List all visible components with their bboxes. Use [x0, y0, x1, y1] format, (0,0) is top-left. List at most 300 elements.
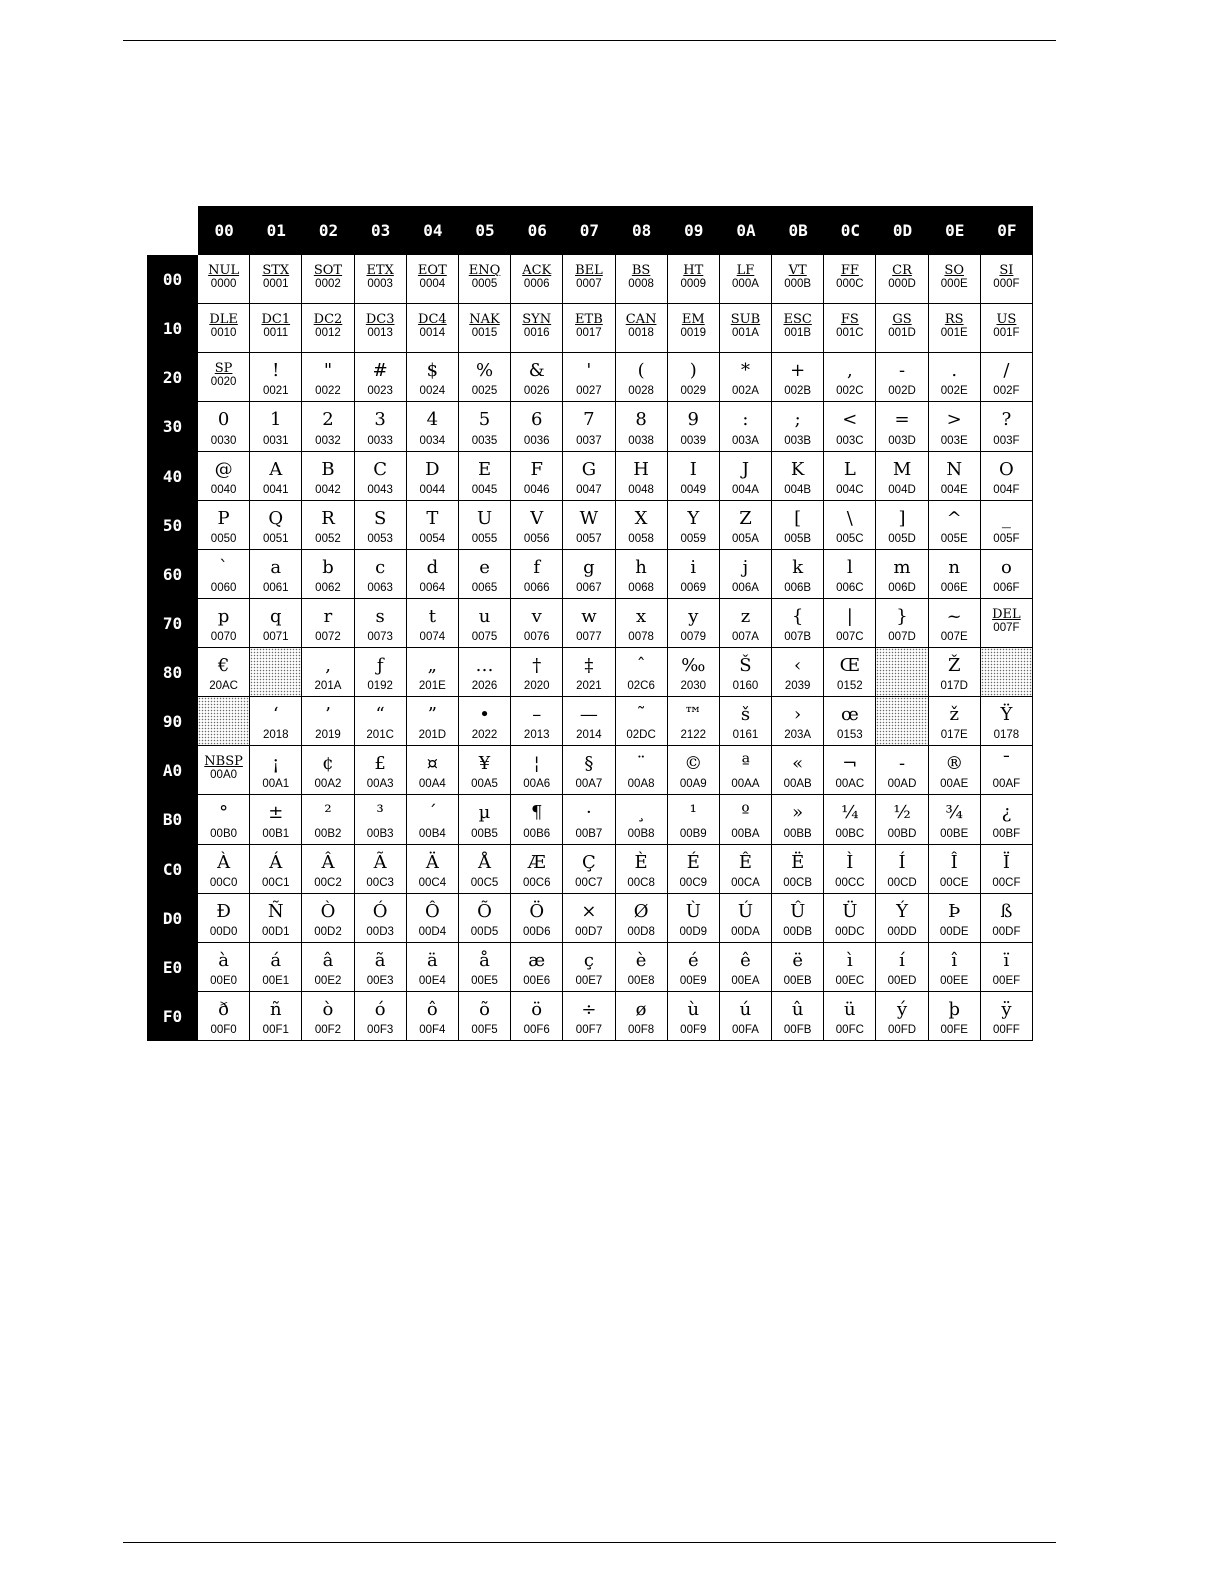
character-glyph: ÷	[581, 998, 597, 1020]
control-code-name: DLE	[209, 312, 238, 328]
character-glyph: U	[476, 507, 493, 529]
unicode-codepoint: 0161	[732, 729, 759, 742]
character-glyph: Ä	[425, 851, 439, 873]
unicode-codepoint: 0160	[732, 680, 759, 693]
character-glyph: ×	[581, 900, 597, 922]
character-glyph: Ù	[685, 900, 701, 922]
character-glyph: £	[374, 753, 386, 775]
code-cell	[929, 255, 981, 304]
code-cell	[981, 845, 1033, 894]
unicode-codepoint: 00F2	[314, 1024, 342, 1036]
row-header-e0: E0	[162, 957, 183, 977]
code-cell	[511, 255, 563, 304]
unicode-codepoint: 00E1	[262, 974, 290, 987]
character-glyph: š	[740, 704, 751, 726]
character-glyph: .	[951, 360, 958, 382]
code-cell	[616, 550, 668, 599]
unicode-codepoint: 0029	[680, 385, 707, 398]
unicode-codepoint: 00B3	[366, 827, 394, 840]
character-glyph: ý	[896, 998, 908, 1020]
code-cell	[772, 402, 824, 451]
character-glyph: ¶	[530, 802, 543, 824]
character-glyph: H	[633, 458, 649, 480]
unicode-codepoint: 00F3	[367, 1024, 394, 1036]
character-glyph: !	[272, 360, 280, 382]
row-header-50: 50	[162, 515, 183, 535]
unicode-codepoint: 00DF	[992, 925, 1021, 938]
control-code-name: NUL	[208, 263, 240, 278]
code-cell	[407, 402, 459, 451]
unicode-codepoint: 0011	[263, 327, 289, 340]
unicode-codepoint: 0003	[367, 278, 393, 291]
code-cell	[563, 304, 615, 353]
character-glyph: c	[375, 556, 386, 578]
unicode-codepoint: 00F1	[262, 1024, 289, 1036]
code-cell	[824, 501, 876, 550]
character-glyph: °	[219, 802, 229, 824]
code-cell	[459, 402, 511, 451]
character-glyph: ¢	[322, 753, 334, 775]
code-cell	[563, 402, 615, 451]
character-glyph: Â	[321, 851, 335, 873]
code-cell	[563, 550, 615, 599]
code-cell	[929, 746, 981, 795]
code-cell	[250, 943, 302, 992]
unicode-codepoint: 0041	[262, 483, 289, 496]
unicode-codepoint: 00B1	[262, 827, 290, 840]
unicode-codepoint: 0004	[419, 278, 446, 291]
character-glyph: =	[894, 409, 910, 431]
unicode-codepoint: 0055	[471, 532, 498, 545]
character-glyph: Ó	[372, 900, 388, 922]
code-cell	[616, 255, 668, 304]
control-code-name: DEL	[992, 606, 1021, 622]
character-glyph: '	[586, 360, 592, 382]
character-glyph: 5	[478, 409, 491, 431]
unicode-codepoint: 006C	[836, 581, 864, 594]
row-header-70: 70	[162, 613, 183, 633]
unicode-codepoint: 00A5	[471, 778, 498, 791]
unicode-codepoint: 203A	[784, 729, 812, 742]
code-cell	[981, 550, 1033, 599]
character-glyph: ~	[946, 605, 962, 627]
character-glyph: Ÿ	[1000, 704, 1013, 726]
unicode-codepoint: 004E	[940, 483, 968, 496]
code-cell	[772, 992, 824, 1041]
character-glyph: Œ	[839, 655, 861, 676]
unicode-codepoint: 0005	[471, 278, 498, 291]
unicode-codepoint: 007F	[993, 622, 1020, 634]
code-cell	[772, 697, 824, 746]
unicode-codepoint: 0042	[315, 483, 341, 496]
code-cell	[250, 697, 302, 746]
unicode-codepoint: 00CD	[887, 876, 917, 889]
character-glyph: Á	[269, 851, 283, 873]
character-glyph: &	[528, 360, 545, 382]
character-glyph: X	[634, 507, 648, 529]
character-glyph: ³	[376, 802, 384, 824]
code-cell	[668, 402, 720, 451]
character-glyph: %	[475, 360, 494, 382]
unicode-codepoint: 001C	[836, 327, 864, 340]
code-cell	[720, 648, 772, 697]
code-cell	[668, 894, 720, 943]
unicode-codepoint: 00C6	[522, 876, 551, 889]
unicode-codepoint: 004F	[993, 483, 1020, 496]
character-glyph: ¿	[1001, 802, 1012, 824]
character-glyph: ƒ	[376, 655, 384, 676]
unicode-codepoint: 0048	[628, 483, 654, 496]
unicode-codepoint: 00CF	[992, 876, 1021, 889]
code-cell	[407, 746, 459, 795]
code-cell	[302, 845, 354, 894]
code-cell	[929, 943, 981, 992]
code-cell	[302, 746, 354, 795]
unicode-codepoint: 0024	[419, 385, 446, 398]
character-glyph: Ú	[737, 900, 754, 922]
code-cell	[981, 943, 1033, 992]
character-glyph: 9	[687, 409, 699, 431]
unicode-codepoint: 0067	[576, 581, 602, 594]
unicode-codepoint: 00FA	[732, 1024, 759, 1036]
code-cell	[824, 992, 876, 1041]
code-cell	[302, 353, 354, 402]
unicode-codepoint: 00FC	[835, 1024, 864, 1036]
code-cell	[929, 697, 981, 746]
code-cell	[355, 845, 407, 894]
unicode-codepoint: 00DE	[939, 925, 969, 938]
code-cell	[772, 894, 824, 943]
code-cell	[772, 353, 824, 402]
unicode-codepoint: 0062	[315, 581, 341, 594]
unicode-codepoint: 201D	[418, 729, 447, 742]
code-cell	[772, 550, 824, 599]
code-cell	[876, 599, 928, 648]
column-header-09: 09	[684, 221, 704, 240]
character-glyph: y	[688, 605, 699, 627]
code-cell	[981, 255, 1033, 304]
undefined-code-cell	[876, 648, 928, 697]
code-cell	[407, 255, 459, 304]
character-glyph: ‡	[584, 655, 594, 676]
unicode-codepoint: 00D7	[575, 925, 603, 938]
control-code-name: ETB	[575, 312, 603, 328]
unicode-codepoint: 017E	[940, 729, 968, 742]
column-header-0a: 0A	[736, 221, 756, 240]
code-cell	[459, 501, 511, 550]
code-cell	[616, 452, 668, 501]
character-glyph: À	[217, 851, 231, 873]
character-glyph: “	[375, 704, 385, 726]
code-cell	[616, 402, 668, 451]
code-cell	[563, 992, 615, 1041]
unicode-codepoint: 0069	[680, 581, 707, 594]
unicode-codepoint: 00A7	[575, 778, 603, 791]
unicode-codepoint: 007C	[836, 631, 864, 643]
code-cell	[198, 402, 250, 451]
code-cell	[668, 746, 720, 795]
unicode-codepoint: 0012	[315, 327, 341, 340]
unicode-codepoint: 0059	[680, 532, 707, 545]
code-cell	[616, 894, 668, 943]
code-cell	[459, 550, 511, 599]
unicode-codepoint: 00F8	[627, 1024, 655, 1036]
unicode-codepoint: 00F6	[523, 1024, 550, 1036]
code-cell	[511, 795, 563, 844]
character-glyph: [	[794, 507, 802, 529]
control-code-name: NAK	[469, 312, 500, 328]
header-rule	[123, 40, 1056, 41]
character-glyph: *	[740, 360, 750, 382]
character-glyph: Ë	[791, 851, 805, 873]
control-code-name: CR	[892, 263, 912, 278]
character-glyph: ©	[684, 753, 703, 775]
code-cell	[772, 452, 824, 501]
code-cell	[720, 402, 772, 451]
character-glyph: Û	[790, 900, 806, 922]
control-code-name: SOT	[313, 263, 343, 278]
unicode-codepoint: 006F	[993, 581, 1020, 594]
code-cell	[355, 894, 407, 943]
code-cell	[511, 402, 563, 451]
character-glyph: -	[898, 360, 906, 382]
code-cell	[355, 697, 407, 746]
unicode-codepoint: 0032	[315, 434, 341, 447]
character-glyph: $	[426, 360, 439, 382]
control-code-name: BS	[631, 263, 651, 278]
column-header-0d: 0D	[892, 221, 913, 240]
unicode-codepoint: 00C8	[627, 876, 655, 889]
unicode-codepoint: 00F9	[680, 1024, 707, 1036]
code-cell	[876, 746, 928, 795]
column-header-08: 08	[631, 221, 652, 240]
unicode-codepoint: 0001	[262, 278, 289, 291]
code-cell	[459, 845, 511, 894]
character-glyph: g	[583, 556, 595, 578]
unicode-codepoint: 0178	[993, 729, 1020, 742]
code-cell	[668, 550, 720, 599]
unicode-codepoint: 0010	[210, 327, 237, 340]
column-header-bar	[198, 206, 1033, 255]
character-glyph: Ñ	[267, 900, 284, 922]
code-cell	[616, 746, 668, 795]
code-cell	[250, 795, 302, 844]
unicode-codepoint: 00EC	[835, 974, 865, 987]
unicode-codepoint: 00D6	[522, 925, 551, 938]
code-cell	[250, 255, 302, 304]
code-cell	[250, 894, 302, 943]
row-header-60: 60	[162, 564, 183, 584]
column-header-06: 06	[527, 221, 547, 240]
unicode-codepoint: 00BD	[887, 827, 917, 840]
code-cell	[720, 894, 772, 943]
unicode-codepoint: 00FE	[940, 1024, 968, 1036]
character-glyph: 6	[530, 409, 543, 431]
unicode-codepoint: 002B	[784, 385, 812, 398]
character-glyph: 8	[635, 409, 647, 431]
code-cell	[616, 353, 668, 402]
code-cell	[355, 550, 407, 599]
unicode-codepoint: 0064	[419, 581, 446, 594]
unicode-codepoint: 0015	[471, 327, 498, 340]
code-cell	[876, 992, 928, 1041]
unicode-codepoint: 00C7	[575, 876, 603, 889]
character-glyph: È	[634, 851, 648, 873]
code-cell	[355, 648, 407, 697]
code-cell	[563, 648, 615, 697]
character-glyph: ¸	[636, 802, 646, 824]
character-glyph: Í	[898, 851, 906, 873]
code-cell	[302, 943, 354, 992]
unicode-codepoint: 0013	[367, 327, 393, 340]
column-header-0f: 0F	[997, 221, 1017, 240]
control-code-name: FS	[840, 312, 859, 328]
character-glyph: Ü	[842, 900, 858, 922]
code-cell	[929, 353, 981, 402]
character-glyph: N	[946, 458, 963, 480]
code-cell	[720, 943, 772, 992]
unicode-codepoint: 002C	[836, 385, 864, 398]
character-glyph: i	[690, 556, 697, 578]
unicode-codepoint: 00C1	[262, 876, 290, 889]
row-header-b0: B0	[162, 810, 183, 830]
code-cell	[355, 795, 407, 844]
code-cell	[616, 648, 668, 697]
control-code-name: HT	[683, 263, 704, 278]
character-glyph: ‘	[272, 704, 279, 726]
code-cell	[981, 992, 1033, 1041]
unicode-codepoint: 00D8	[627, 925, 655, 938]
code-cell	[250, 599, 302, 648]
unicode-codepoint: 00BF	[992, 827, 1021, 840]
code-cell	[407, 845, 459, 894]
unicode-codepoint: 00B0	[210, 827, 238, 840]
code-cell	[929, 648, 981, 697]
code-cell	[198, 353, 250, 402]
character-glyph: A	[269, 458, 283, 480]
character-glyph: É	[686, 851, 700, 873]
code-cell	[511, 943, 563, 992]
code-cell	[511, 992, 563, 1041]
unicode-codepoint: 00A4	[418, 778, 446, 791]
code-cell	[511, 599, 563, 648]
character-glyph: ¬	[842, 753, 858, 775]
code-cell	[302, 501, 354, 550]
unicode-codepoint: 00DA	[731, 925, 760, 938]
unicode-codepoint: 0050	[210, 532, 237, 545]
character-glyph: ø	[635, 998, 647, 1020]
unicode-codepoint: 000C	[836, 278, 864, 291]
unicode-codepoint: 0053	[367, 532, 393, 545]
code-cell	[355, 943, 407, 992]
character-glyph: à	[218, 949, 229, 971]
character-glyph: n	[948, 556, 961, 578]
code-cell	[876, 550, 928, 599]
row-header-c0: C0	[162, 859, 183, 879]
unicode-codepoint: 00B9	[679, 827, 707, 840]
character-glyph: ›	[794, 704, 802, 726]
code-cell	[355, 402, 407, 451]
character-glyph: 7	[583, 409, 595, 431]
code-cell	[511, 501, 563, 550]
code-cell	[929, 599, 981, 648]
unicode-codepoint: 00F5	[471, 1024, 498, 1036]
unicode-codepoint: 2022	[471, 729, 498, 742]
character-glyph: J	[741, 458, 750, 480]
character-glyph: 1	[270, 409, 282, 431]
character-glyph: e	[479, 556, 490, 578]
unicode-codepoint: 02DC	[626, 729, 656, 742]
character-glyph: …	[475, 655, 494, 676]
character-glyph: ½	[893, 802, 911, 824]
control-code-name: ACK	[522, 263, 552, 278]
unicode-codepoint: 00FD	[887, 1024, 917, 1036]
code-cell	[668, 845, 720, 894]
character-glyph: s	[375, 605, 385, 627]
code-cell	[459, 353, 511, 402]
character-glyph: Ç	[582, 851, 596, 873]
unicode-codepoint: 0078	[628, 631, 654, 643]
unicode-codepoint: 003B	[784, 434, 812, 447]
unicode-codepoint: 00AD	[887, 778, 917, 791]
unicode-codepoint: 201C	[366, 729, 394, 742]
code-cell	[876, 452, 928, 501]
unicode-codepoint: 00E3	[366, 974, 394, 987]
code-cell	[198, 648, 250, 697]
character-glyph: ä	[426, 949, 438, 971]
character-glyph: R	[321, 507, 335, 529]
code-cell	[668, 697, 720, 746]
code-cell	[250, 501, 302, 550]
control-code-name: GS	[892, 312, 912, 328]
code-cell	[876, 353, 928, 402]
character-glyph: x	[636, 605, 647, 627]
character-glyph: ¤	[426, 753, 439, 775]
code-cell	[616, 795, 668, 844]
character-glyph: d	[426, 556, 439, 578]
unicode-codepoint: 017D	[940, 680, 968, 693]
character-glyph: Õ	[477, 900, 492, 922]
unicode-codepoint: 00AE	[940, 778, 969, 791]
code-cell	[720, 550, 772, 599]
character-glyph: Ì	[846, 851, 854, 873]
character-glyph: Ô	[424, 900, 440, 922]
character-glyph: ê	[740, 949, 751, 971]
unicode-codepoint: 0060	[210, 581, 237, 594]
control-code-name: ETX	[366, 263, 394, 278]
control-code-name: ENQ	[468, 263, 501, 278]
unicode-codepoint: 0070	[210, 631, 237, 643]
character-glyph: `	[219, 556, 229, 578]
unicode-codepoint: 00D5	[470, 925, 499, 938]
code-cell	[198, 501, 250, 550]
control-code-name: CAN	[625, 312, 657, 328]
unicode-codepoint: 00D1	[262, 925, 290, 938]
unicode-codepoint: 0008	[628, 278, 654, 291]
unicode-codepoint: 0030	[210, 434, 237, 447]
unicode-codepoint: 00B7	[575, 827, 603, 840]
code-cell	[772, 255, 824, 304]
unicode-codepoint: 003C	[836, 434, 864, 447]
code-cell	[981, 402, 1033, 451]
unicode-codepoint: 02C6	[627, 680, 655, 693]
unicode-codepoint: 00D9	[679, 925, 708, 938]
unicode-codepoint: 00D3	[366, 925, 394, 938]
character-glyph: ò	[322, 998, 334, 1020]
unicode-codepoint: 007D	[888, 631, 916, 643]
unicode-codepoint: 2018	[262, 729, 289, 742]
unicode-codepoint: 00E9	[679, 974, 707, 987]
